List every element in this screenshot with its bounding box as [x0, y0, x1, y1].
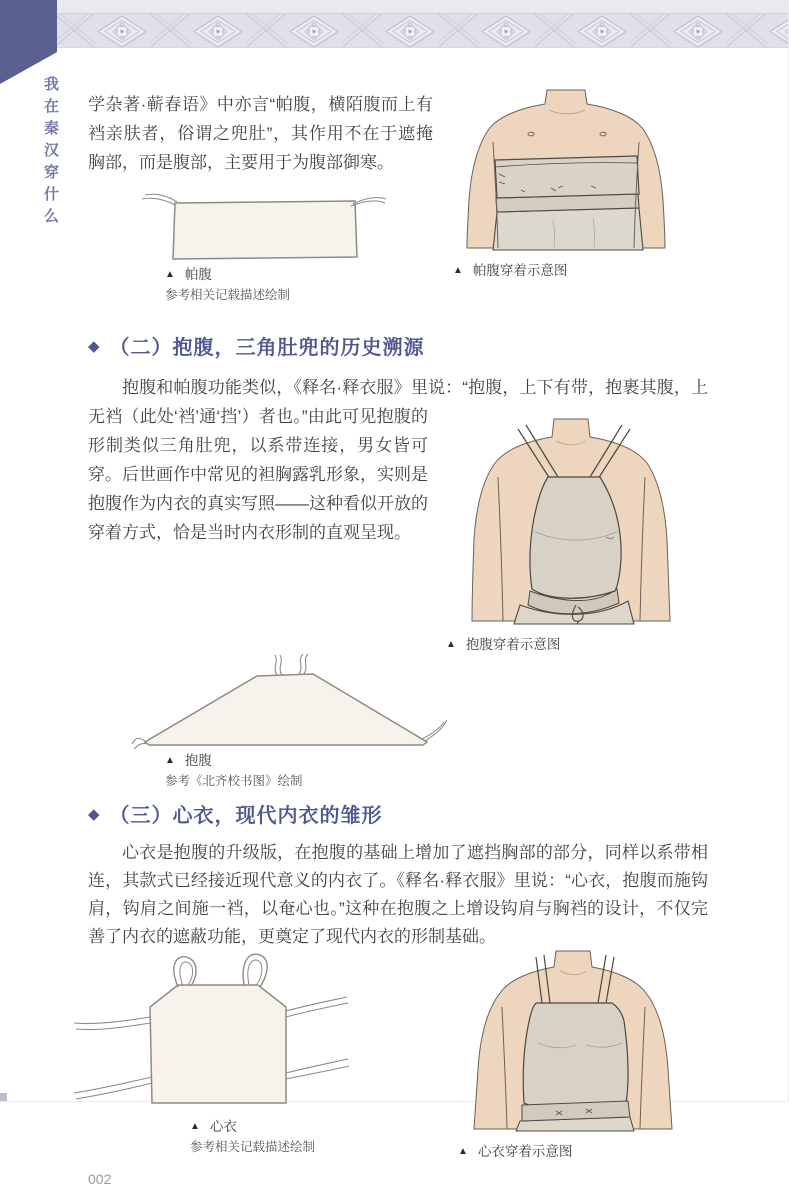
section-heading-baofu: [88, 335, 708, 361]
paragraph-xinyi: 心衣是抱腹的升级版，在抱腹的基础上增加了遮挡胸部的部分，同样以系带相连，其款式已经接近现代意义的内衣了。《释名·释衣服》里说：“心衣，抱腹而施钩肩，钩肩之间施一裆，以奄心也。”这种在抱腹之上增设钩肩与胸裆的设计，不仅完善了内衣的遮蔽功能，更奠定了现代内衣的形制基础。: [88, 843, 708, 946]
figure-caption: [458, 1142, 708, 1161]
paragraph-paku: 学杂著·蕲春语》中亦言“帕腹，横陌腹而上有裆亲肤者，俗谓之兜肚”，其作用不在于遮掩胸部，而是腹部，主要用于为腹部御寒。: [88, 95, 433, 172]
sidebar-vertical-title: 我在秦汉穿什么: [42, 76, 59, 230]
heading-text: （三）心衣，现代内衣的雏形: [109, 805, 383, 827]
baofu-worn-illustration: [438, 419, 703, 624]
caption-text: 帕腹: [184, 267, 212, 282]
section-baofu: [88, 305, 708, 791]
caption-triangle-icon: ▲: [458, 1146, 468, 1157]
figure-paku-worn: [433, 90, 708, 280]
page-number: 002: [88, 1171, 112, 1187]
figure-row: [88, 951, 708, 1161]
paku-flat-illustration: [139, 191, 389, 261]
figure-caption: [453, 261, 708, 280]
figure-caption-block: [165, 751, 708, 791]
caption-triangle-icon: ▲: [165, 755, 175, 766]
heading-text: （二）抱腹，三角肚兜的历史溯源: [109, 337, 425, 359]
figure-caption: [446, 635, 708, 654]
diamond-bullet-icon: ◆: [88, 806, 101, 823]
caption-text: 帕腹穿着示意图: [472, 263, 568, 278]
caption-triangle-icon: ▲: [190, 1121, 200, 1132]
figure-source: 参考相关记载描述绘制: [190, 1140, 316, 1154]
figure-xinyi-worn: [440, 951, 708, 1161]
section-xinyi: [88, 791, 708, 1161]
bookmark-tab: [0, 0, 57, 84]
paku-worn-illustration: [433, 90, 698, 250]
caption-triangle-icon: ▲: [453, 265, 463, 276]
caption-text: 心衣穿着示意图: [477, 1144, 573, 1159]
scan-corner-artifact: [0, 1093, 7, 1101]
caption-triangle-icon: ▲: [446, 639, 456, 650]
figure-xinyi-flat: [88, 951, 418, 1161]
xinyi-worn-illustration: [440, 951, 705, 1131]
header-pattern-band: [0, 13, 788, 48]
paragraph-baofu: 抱腹和帕腹功能类似，《释名·释衣服》里说：“抱腹，上下有带，抱裹其腹，上无裆（此处‘裆’通‘挡’）者也。”由此可见抱腹的形制类似三角肚兜，以系带连接，男女皆可穿。后世画作中常见的袒胸露乳形象，实则是抱腹作为内衣的真实写照——这种看似开放的穿着方式，恰是当时内衣形制的直观呈现。: [88, 378, 708, 542]
section-heading-xinyi: [88, 803, 708, 829]
main-content: [88, 90, 708, 1187]
baofu-flat-illustration: [131, 654, 436, 749]
caption-text: 抱腹: [184, 753, 212, 768]
figure-caption-block: [190, 1117, 418, 1157]
figure-baofu-worn: [428, 419, 708, 654]
figure-source: 参考《北齐校书图》绘制: [165, 774, 303, 788]
diamond-bullet-icon: ◆: [88, 338, 101, 355]
diamond-pattern-ornament: [0, 14, 788, 47]
section-paku: [88, 90, 708, 305]
caption-text: 抱腹穿着示意图: [465, 637, 561, 652]
caption-text: 心衣: [209, 1119, 237, 1134]
figure-source: 参考相关记载描述绘制: [165, 288, 291, 302]
caption-triangle-icon: ▲: [165, 269, 175, 280]
xinyi-flat-illustration: [66, 951, 356, 1111]
header-top-strip: [0, 0, 788, 13]
